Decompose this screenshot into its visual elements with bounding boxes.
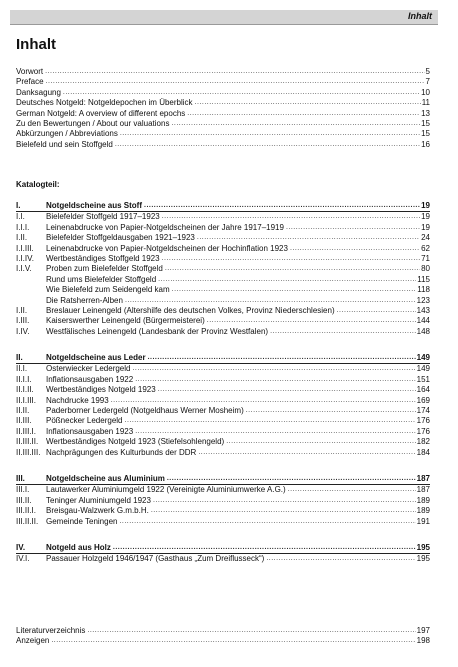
toc-entry: [16, 88, 430, 98]
entry-title: Inflationsausgaben 1922: [46, 374, 134, 384]
entry-page-number: 118: [417, 285, 430, 295]
entry-title: Notgeld aus Holz: [46, 542, 111, 552]
leader-dots: [162, 212, 420, 222]
toc-entry: [16, 244, 430, 254]
page-title: Inhalt: [16, 36, 56, 53]
entry-title: Die Ratsherren-Alben: [46, 295, 123, 305]
entry-page-number: 164: [416, 385, 430, 395]
entry-title: Wie Bielefeld zum Seidengeld kam: [46, 285, 170, 295]
leader-dots: [197, 233, 420, 243]
entry-title: Teninger Aluminiumgeld 1923: [46, 495, 151, 505]
toc-entry: [16, 233, 430, 243]
entry-title: Anzeigen: [16, 636, 50, 646]
entry-number: I.: [16, 201, 21, 210]
entry-title: Wertbeständiges Stoffgeld 1923: [46, 253, 160, 263]
entry-title: Preface: [16, 77, 44, 87]
entry-page-number: 24: [421, 233, 430, 243]
toc-entry: [16, 212, 430, 222]
running-header: [10, 10, 438, 25]
toc-entry: [16, 517, 430, 527]
entry-page-number: 149: [416, 353, 430, 363]
leader-dots: [290, 244, 420, 254]
entry-title: Wertbeständiges Notgeld 1923 (Stiefelsohlengeld): [46, 437, 225, 447]
entry-title: Notgeldscheine aus Aluminium: [46, 473, 165, 483]
catalog-section: [16, 543, 430, 565]
entry-title: Bielefeld und sein Stoffgeld: [16, 139, 113, 149]
leader-dots: [46, 77, 425, 87]
entry-title: Osterwiecker Ledergeld: [46, 364, 131, 374]
entry-page-number: 80: [421, 264, 430, 274]
leader-dots: [266, 554, 415, 564]
leader-dots: [45, 67, 424, 77]
toc-entry: [16, 316, 430, 326]
leader-dots: [337, 306, 416, 316]
entry-page-number: 189: [416, 495, 430, 505]
entry-page-number: 197: [416, 626, 430, 635]
toc-entry: [16, 385, 430, 395]
entry-number: II.: [16, 353, 23, 363]
toc-entry: [16, 264, 430, 274]
front-matter-list: [16, 67, 430, 150]
entry-number: II.I.III.: [16, 395, 37, 405]
entry-title: Breisgau-Walzwerk G.m.b.H.: [46, 506, 149, 516]
toc-entry: [16, 416, 430, 426]
toc-entry: [16, 448, 430, 458]
entry-number: IV.: [16, 542, 26, 552]
leader-dots: [153, 496, 416, 506]
toc-entry: [16, 396, 430, 406]
entry-number: I.IV.: [16, 326, 30, 336]
toc-entry: [16, 77, 430, 87]
entry-page-number: 115: [417, 274, 430, 284]
toc-entry: [16, 306, 430, 316]
entry-number: I.I.III.: [16, 243, 34, 253]
toc-entry: [16, 275, 430, 285]
entry-page-number: 71: [421, 253, 430, 263]
entry-number: III.II.I.: [16, 506, 37, 516]
toc-entry: [16, 119, 430, 129]
leader-dots: [144, 201, 420, 211]
entry-title: Zu den Bewertungen / About our valuations: [16, 118, 170, 128]
entry-number: I.I.: [16, 212, 25, 222]
entry-title: Rund ums Bielefelder Stoffgeld: [46, 274, 157, 284]
entry-number: II.I.I.: [16, 374, 32, 384]
entry-title: Lautawerker Aluminiumgeld 1922 (Vereinigte Aluminiumwerke A.G.): [46, 485, 286, 495]
leader-dots: [111, 396, 416, 406]
entry-title: Pößnecker Ledergeld: [46, 416, 123, 426]
entry-title: Deutsches Notgeld: Notgeldepochen im Überblick: [16, 98, 193, 108]
entry-page-number: 10: [421, 87, 430, 97]
entry-number: II.III.: [16, 416, 32, 426]
entry-page-number: 19: [421, 222, 430, 232]
entry-number: III.I.: [16, 485, 30, 495]
leader-dots: [135, 427, 415, 437]
leader-dots: [246, 406, 416, 416]
leader-dots: [162, 254, 421, 264]
leader-dots: [187, 109, 420, 119]
leader-dots: [288, 485, 416, 495]
entry-title: Leinenabdrucke von Papier-Notgeldscheinen der Hochinflation 1923: [46, 243, 288, 253]
entry-page-number: 7: [425, 77, 430, 87]
toc-entry: [16, 543, 430, 553]
toc-entry: [16, 636, 430, 646]
toc-entry: [16, 406, 430, 416]
entry-page-number: 151: [416, 374, 430, 384]
entry-page-number: 148: [416, 326, 430, 336]
entry-page-number: 13: [421, 108, 430, 118]
entry-number: I.I.V.: [16, 264, 32, 274]
leader-dots: [135, 375, 415, 385]
toc-entry: [16, 285, 430, 295]
entry-title: Breslauer Leinengeld (Altershilfe des deutschen Volkes, Provinz Niederschlesien): [46, 305, 335, 315]
leader-dots: [125, 296, 416, 306]
leader-dots: [195, 98, 421, 108]
entry-number: II.III.II.: [16, 437, 39, 447]
entry-number: II.III.I.: [16, 426, 37, 436]
toc-entry: [16, 427, 430, 437]
toc-entry: [16, 223, 430, 233]
entry-page-number: 187: [416, 473, 430, 483]
entry-number: II.II.: [16, 406, 30, 416]
entry-number: III.: [16, 473, 25, 483]
leader-dots: [270, 327, 416, 337]
entry-page-number: 15: [421, 118, 430, 128]
entry-title: Bielefelder Stoffgeldausgaben 1921–1923: [46, 233, 195, 243]
entry-page-number: 195: [416, 542, 430, 552]
catalog-section: [16, 201, 430, 337]
entry-title: Notgeldscheine aus Leder: [46, 353, 146, 363]
toc-entry: [16, 437, 430, 447]
toc-entry: [16, 626, 430, 636]
toc-entry: [16, 201, 430, 211]
entry-title: Bielefelder Stoffgeld 1917–1923: [46, 212, 160, 222]
entry-title: Abkürzungen / Abbreviations: [16, 129, 118, 139]
entry-title: German Notgeld: A overview of different epochs: [16, 108, 186, 118]
entry-page-number: 189: [416, 506, 430, 516]
leader-dots: [119, 517, 415, 527]
entry-number: [16, 285, 46, 295]
catalog-section: [16, 474, 430, 527]
leader-dots: [51, 636, 415, 646]
toc-entry: [16, 364, 430, 374]
entry-page-number: 191: [416, 516, 430, 526]
entry-page-number: 144: [416, 316, 430, 326]
entry-page-number: 169: [416, 395, 430, 405]
entry-page-number: 187: [416, 485, 430, 495]
entry-title: Passauer Holzgeld 1946/1947 (Gasthaus „Zum Dreiflusseck“): [46, 554, 265, 564]
entry-title: Paderborner Ledergeld (Notgeldhaus Werner Mosheim): [46, 406, 244, 416]
entry-number: III.II.: [16, 495, 32, 505]
entry-page-number: 174: [416, 406, 430, 416]
running-header-label: Inhalt: [408, 11, 432, 21]
entry-number: [16, 296, 46, 306]
entry-number: I.I.I.: [16, 222, 30, 232]
entry-number: I.II.: [16, 305, 28, 315]
entry-page-number: 123: [416, 295, 430, 305]
entry-title: Literaturverzeichnis: [16, 626, 86, 635]
toc-entry: [16, 506, 430, 516]
leader-dots: [63, 88, 420, 98]
leader-dots: [115, 140, 420, 150]
leader-dots: [151, 506, 416, 516]
toc-entry: [16, 140, 430, 150]
catalog-label: Katalogteil:: [16, 180, 60, 189]
entry-page-number: 62: [421, 243, 430, 253]
entry-title: Danksagung: [16, 87, 61, 97]
entry-title: Gemeinde Teningen: [46, 516, 118, 526]
leader-dots: [125, 416, 416, 426]
entry-number: II.I.: [16, 364, 28, 374]
leader-dots: [158, 275, 416, 285]
entry-number: II.I.II.: [16, 385, 34, 395]
leader-dots: [87, 626, 415, 636]
leader-dots: [113, 543, 416, 553]
back-matter-list: [16, 626, 430, 647]
catalog-list: [16, 201, 430, 565]
entry-number: II.III.III.: [16, 447, 41, 457]
toc-entry: [16, 485, 430, 495]
entry-number: I.III.: [16, 316, 30, 326]
leader-dots: [158, 385, 416, 395]
entry-title: Inflationsausgaben 1923: [46, 426, 134, 436]
entry-page-number: 176: [416, 416, 430, 426]
entry-number: IV.I.: [16, 554, 30, 564]
entry-title: Kaiserswerther Leinengeld (Bürgermeisterei): [46, 316, 205, 326]
leader-dots: [120, 129, 420, 139]
entry-number: I.II.: [16, 233, 28, 243]
toc-entry: [16, 129, 430, 139]
entry-title: Nachdrucke 1993: [46, 395, 109, 405]
toc-entry: [16, 375, 430, 385]
entry-page-number: 195: [416, 554, 430, 564]
entry-title: Nachprägungen des Kulturbunds der DDR: [46, 447, 197, 457]
entry-page-number: 19: [421, 201, 430, 210]
toc-entry: [16, 327, 430, 337]
entry-page-number: 149: [416, 364, 430, 374]
entry-page-number: 184: [416, 447, 430, 457]
entry-number: III.II.II.: [16, 516, 39, 526]
toc-entry: [16, 296, 430, 306]
entry-page-number: 16: [421, 139, 430, 149]
entry-number: [16, 275, 46, 285]
entry-title: Vorwort: [16, 67, 44, 76]
entry-page-number: 198: [416, 636, 430, 646]
leader-dots: [148, 353, 416, 363]
entry-title: Wertbeständiges Notgeld 1923: [46, 385, 156, 395]
entry-page-number: 19: [421, 212, 430, 222]
entry-page-number: 15: [421, 129, 430, 139]
toc-entry: [16, 554, 430, 564]
leader-dots: [198, 448, 415, 458]
toc-entry: [16, 98, 430, 108]
toc-entry: [16, 474, 430, 484]
leader-dots: [226, 437, 415, 447]
leader-dots: [165, 264, 420, 274]
entry-title: Leinenabdrucke von Papier-Notgeldscheinen der Jahre 1917–1919: [46, 222, 284, 232]
leader-dots: [132, 364, 415, 374]
toc-entry: [16, 353, 430, 363]
entry-title: Notgeldscheine aus Stoff: [46, 201, 143, 210]
entry-page-number: 5: [425, 67, 430, 76]
entry-title: Westfälisches Leinengeld (Landesbank der Provinz Westfalen): [46, 326, 269, 336]
entry-page-number: 182: [416, 437, 430, 447]
leader-dots: [171, 119, 420, 129]
entry-page-number: 143: [416, 305, 430, 315]
toc-entry: [16, 67, 430, 77]
entry-number: I.I.IV.: [16, 253, 34, 263]
toc-entry: [16, 109, 430, 119]
leader-dots: [286, 223, 420, 233]
toc-entry: [16, 254, 430, 264]
leader-dots: [207, 316, 416, 326]
entry-page-number: 11: [421, 98, 430, 108]
leader-dots: [172, 285, 417, 295]
toc-entry: [16, 496, 430, 506]
catalog-section: [16, 353, 430, 458]
leader-dots: [167, 474, 416, 484]
entry-title: Proben zum Bielefelder Stoffgeld: [46, 264, 163, 274]
entry-page-number: 176: [416, 426, 430, 436]
